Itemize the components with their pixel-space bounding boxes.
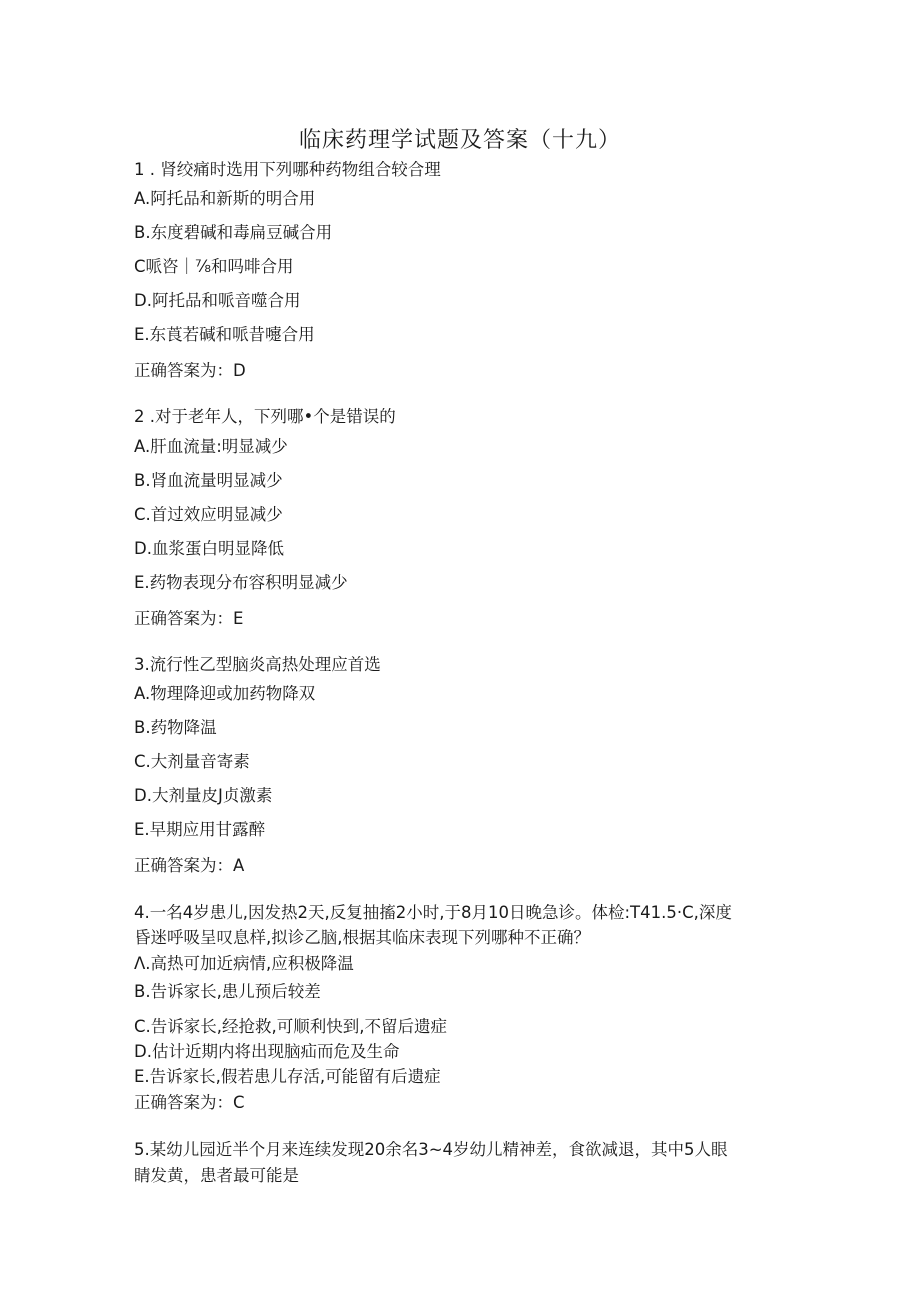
option: A.阿托品和新斯的明合用 [134, 189, 316, 208]
option: B.东度碧碱和毒扁豆碱合用 [134, 223, 333, 242]
option: E.告诉家长,假若患儿存活,可能留有后遗症 [134, 1067, 441, 1086]
question-stem: 3.流行性乙型脑炎高热处理应首选 [134, 655, 381, 674]
document-title: 临床药理学试题及答案（十九） [298, 128, 621, 153]
answer-line: 正确答案为：E [134, 609, 244, 628]
option: C.大剂量音寄素 [134, 752, 250, 771]
option: E.东莨若碱和哌昔嚏合用 [134, 325, 315, 344]
question-stem-continued: 睛发黄，患者最可能是 [134, 1166, 299, 1185]
answer-line: 正确答案为：C [134, 1093, 245, 1112]
question-stem: 2 .对于老年人，下列哪•个是错误的 [134, 407, 396, 426]
option: D.血浆蛋白明显降低 [134, 539, 284, 558]
option: D.估计近期内将出现脑疝而危及生命 [134, 1042, 400, 1061]
option: C.告诉家长,经抢救,可顺利快到,不留后遗症 [134, 1017, 448, 1036]
option: B.肾血流量明显减少 [134, 471, 283, 490]
option: E.药物表现分布容积明显减少 [134, 573, 348, 592]
option: C哌咨｜⅞和吗啡合用 [134, 257, 294, 276]
question-stem: 5.某幼儿园近半个月来连续发现20余名3~4岁幼儿精神差，食欲减退，其中5人眼 [134, 1140, 728, 1159]
option: B.告诉家长,患儿预后较差 [134, 982, 321, 1001]
question-stem-continued: 昏迷呼吸呈叹息样,拟诊乙脑,根据其临床表现下列哪种不正确？ [134, 928, 590, 947]
option: A.物理降迎或加药物降双 [134, 684, 316, 703]
option: D.阿托品和哌音噬合用 [134, 291, 301, 310]
option: D.大剂量皮J贞激素 [134, 786, 273, 805]
option: A.肝血流量:明显减少 [134, 437, 288, 456]
option: B.药物降温 [134, 718, 217, 737]
option: E.早期应用甘露醉 [134, 820, 266, 839]
option: C.首过效应明显减少 [134, 505, 283, 524]
answer-line: 正确答案为：D [134, 361, 246, 380]
option: Λ.高热可加近病情,应积极降温 [134, 954, 354, 973]
question-stem: 1 . 肾绞痛时选用下列哪种药物组合较合理 [134, 160, 441, 179]
answer-line: 正确答案为：A [134, 856, 245, 875]
question-stem: 4.一名4岁患儿,因发热2天,反复抽搐2小时,于8月10日晚急诊。体检:T41.5·C,深度 [134, 903, 732, 922]
